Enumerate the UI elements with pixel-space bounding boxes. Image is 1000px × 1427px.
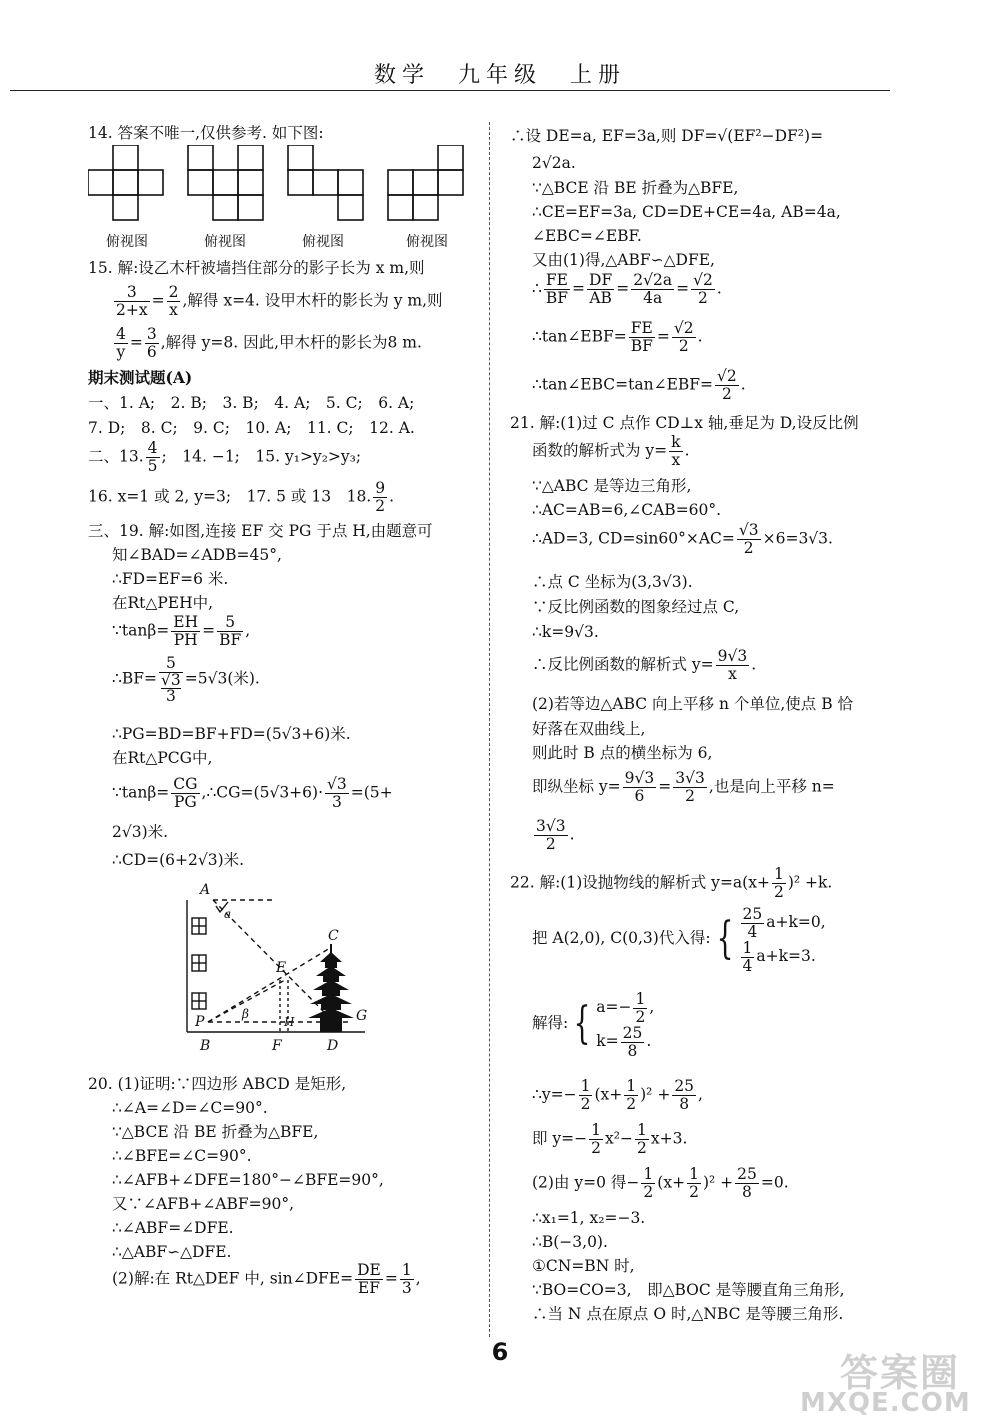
mc-answers-2: 7. D; 8. C; 9. C; 10. A; 11. C; 12. A. — [88, 419, 415, 437]
q22-line5: 即 y=− $\frac{1}{2}$ x²− $\frac{1}{2}$ x+3. — [532, 1121, 688, 1157]
q19-line10: 2√3)米. — [112, 823, 169, 841]
label-P: P — [195, 1014, 205, 1030]
label-D: D — [327, 1038, 339, 1054]
q19-line1: 三、19. 解:如图,连接 EF 交 PG 于点 H,由题意可 — [88, 522, 433, 540]
label-F: F — [272, 1038, 282, 1054]
q22-line11: ∴当 N 点在原点 O 时,△NBC 是等腰三角形. — [532, 1305, 844, 1323]
q20-line9: (2)解:在 Rt△DEF 中, sin∠DFE= $\frac{DE}{EF}$ = $\frac{1}{3}$ , — [112, 1261, 421, 1297]
q19-line2: 知∠BAD=∠ADB=45°, — [112, 546, 282, 564]
q22-line4: ∴y=− $\frac{1}{2}$ (x+ $\frac{1}{2}$ )² + $\frac{25}{8}$ , — [532, 1077, 703, 1113]
view-label-4: 俯视图 — [406, 234, 448, 250]
q21-line13: 即纵坐标 y= $\frac{9√3}{6}$ = $\frac{3√3}{2}$ ,也是向上平移 n= — [532, 769, 835, 805]
q20-line3: ∵△BCE 沿 BE 折叠为△BFE, — [112, 1123, 319, 1141]
q19-line7: ∴PG=BD=BF+FD=(5√3+6)米. — [112, 725, 351, 743]
q21-line6: ∴点 C 坐标为(3,3√3). — [532, 573, 693, 591]
r-line3: ∵△BCE 沿 BE 折叠为△BFE, — [532, 179, 739, 197]
label-A: A — [200, 882, 211, 898]
q20-line8: ∴△ABF∽△DFE. — [112, 1243, 232, 1261]
q20-line4: ∴∠BFE=∠C=90°. — [112, 1147, 252, 1165]
q20-line2: ∴∠A=∠D=∠C=90°. — [112, 1099, 268, 1117]
q19-line6: ∴BF= 5 √3 3 =5√3(米). — [112, 654, 260, 705]
label-C: C — [328, 928, 339, 944]
site-watermark — [800, 1338, 990, 1418]
q22-line8: ∴B(−3,0). — [532, 1233, 608, 1251]
q15-line1: 15. 解:设乙木杆被墙挡住部分的影子长为 x m,则 — [88, 259, 425, 277]
q22-line7: ∴x₁=1, x₂=−3. — [532, 1209, 646, 1227]
r-line4: ∴CE=EF=3a, CD=DE+CE=4a, AB=4a, — [532, 203, 841, 221]
page-number: 6 — [491, 1338, 509, 1366]
q22-line3: 解得: { a=− $\frac{1}{2}$ , k= $\frac{25}{8}$ . — [532, 989, 655, 1060]
fill-answers-1: 二、13. $\frac{4}{5}$ ; 14. −1; 15. y₁>y₂>y₃; — [88, 439, 362, 475]
q21-line9: ∴反比例函数的解析式 y= $\frac{9√3}{x}$ . — [532, 647, 757, 683]
q19-line8: 在Rt△PCG中, — [112, 749, 213, 767]
q19-line3: ∴FD=EF=6 米. — [112, 570, 229, 588]
exam-title: 期末测试题(A) — [88, 368, 193, 387]
q21-line14: $\frac{3√3}{2}$ . — [536, 817, 575, 853]
q22-line6: (2)由 y=0 得− $\frac{1}{2}$ (x+ $\frac{1}{2}$ )² + $\frac{25}{8}$ =0. — [532, 1165, 789, 1201]
q21-line5: ∴AD=3, CD=sin60°×AC= $\frac{√3}{2}$ ×6=3√3. — [532, 521, 833, 557]
page-header: 数学 九年级 上册 — [373, 63, 626, 88]
tower-diagram — [180, 880, 380, 1055]
label-B: B — [200, 1038, 211, 1054]
q19-line9: ∵tanβ= $\frac{CG}{PG}$ ,∴CG=(5√3+6)· $\frac{√3}{3}$ =(5+ — [112, 775, 393, 811]
r-line7: ∴ $\frac{FE}{BF}$ = $\frac{DF}{AB}$ = $\frac{2√2a}{4a}$ = $\frac{√2}{2}$ . — [532, 271, 722, 307]
q21-line10: (2)若等边△ABC 向上平移 n 个单位,使点 B 恰 — [532, 695, 854, 713]
q20-line7: ∴∠ABF=∠DFE. — [112, 1219, 234, 1237]
q22-line1: 22. 解:(1)设抛物线的解析式 y=a(x+ $\frac{1}{2}$ )² +k. — [510, 865, 833, 901]
q19-figure — [180, 880, 380, 1055]
watermark-logo-text: 答案圈 — [840, 1351, 961, 1395]
q22-line2: 把 A(2,0), C(0,3)代入得: { $\frac{25}{4}$ a+k=0, $\frac{1}{4}$ a+k=3. — [532, 904, 826, 975]
q20-line6: 又∵∠AFB+∠ABF=90°, — [112, 1195, 295, 1213]
view-label-2: 俯视图 — [204, 234, 246, 250]
fill-answers-2: 16. x=1 或 2, y=3; 17. 5 或 13 18. $\frac{9}{2}$ . — [88, 479, 395, 515]
q21-line4: ∴AC=AB=6,∠CAB=60°. — [532, 501, 722, 519]
q20-line1: 20. (1)证明:∵四边形 ABCD 是矩形, — [88, 1075, 347, 1093]
q21-line1: 21. 解:(1)过 C 点作 CD⊥x 轴,垂足为 D,设反比例 — [510, 414, 859, 432]
q21-line2: 函数的解析式为 y= $\frac{k}{x}$ . — [532, 433, 690, 469]
r-line8: ∴tan∠EBF= $\frac{FE}{BF}$ = $\frac{√2}{2}$ . — [532, 319, 703, 355]
q21-line7: ∵反比例函数的图象经过点 C, — [532, 598, 740, 616]
r-line5: ∠EBC=∠EBF. — [532, 227, 642, 245]
q22-line9: ①CN=BN 时, — [532, 1257, 635, 1275]
q19-line5: ∵tanβ= $\frac{EH}{PH}$ = $\frac{5}{BF}$ , — [112, 613, 251, 649]
r-line6: 又由(1)得,△ABF∽△DFE, — [532, 251, 715, 269]
top-views-figure — [88, 145, 478, 250]
q21-line3: ∵△ABC 是等边三角形, — [532, 477, 692, 495]
q19-line4: 在Rt△PEH中, — [112, 594, 214, 612]
label-beta: β — [242, 1007, 249, 1021]
q14-text: 14. 答案不唯一,仅供参考. 如下图: — [88, 124, 324, 142]
label-a: a — [224, 907, 232, 921]
label-G: G — [356, 1008, 368, 1024]
label-H: H — [284, 1015, 295, 1029]
r-line2: 2√2a. — [532, 154, 576, 172]
column-divider — [489, 122, 490, 1337]
q15-line3: $\frac{4}{y}$ = $\frac{3}{6}$ ,解得 y=8. 因此,甲木杆的影长为8 m. — [116, 325, 422, 361]
q20-line5: ∴∠AFB+∠DFE=180°−∠BFE=90°, — [112, 1171, 384, 1189]
r-line1: ∴设 DE=a, EF=3a,则 DF=√(EF²−DF²)= — [510, 127, 824, 145]
q21-line11: 好落在双曲线上, — [532, 720, 646, 738]
view-label-1: 俯视图 — [106, 234, 148, 250]
pagoda-icon — [308, 944, 354, 1032]
label-E: E — [276, 960, 287, 976]
view-label-3: 俯视图 — [302, 234, 344, 250]
q15-line2: $\frac{3}{2+x}$ = $\frac{2}{x}$ ,解得 x=4. 设甲木杆的影长为 y m,则 — [116, 283, 443, 319]
q21-line8: ∴k=9√3. — [532, 623, 599, 641]
q21-line12: 则此时 B 点的横坐标为 6, — [532, 744, 713, 762]
q19-line11: ∴CD=(6+2√3)米. — [112, 851, 245, 869]
cube-net-views — [88, 145, 478, 225]
watermark-url: MXQE.COM — [800, 1388, 971, 1418]
r-line9: ∴tan∠EBC=tan∠EBF= $\frac{√2}{2}$ . — [532, 367, 746, 403]
mc-answers-1: 一、1. A; 2. B; 3. B; 4. A; 5. C; 6. A; — [88, 394, 415, 412]
header-rule — [10, 90, 890, 91]
q22-line10: ∵BO=CO=3, 即△BOC 是等腰直角三角形, — [532, 1281, 845, 1299]
